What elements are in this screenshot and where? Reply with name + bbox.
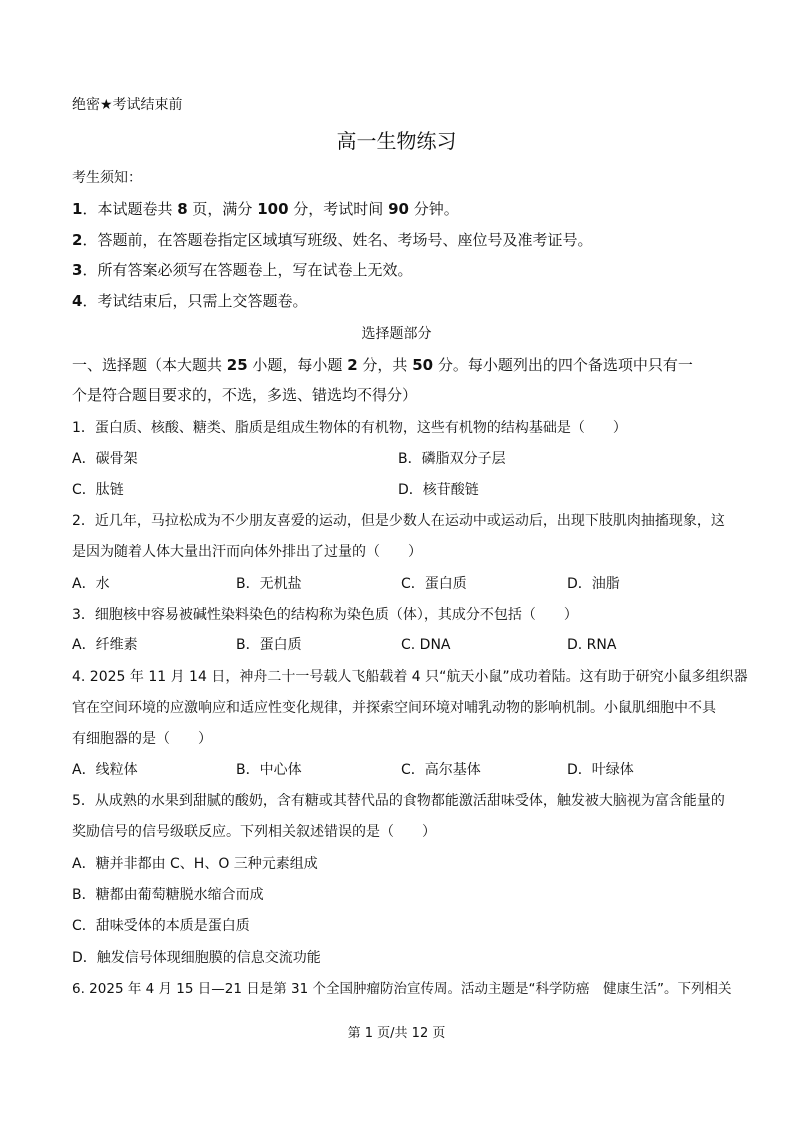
question-5-option-b: B．糖都由葡萄糖脱水缩合而成 [72, 887, 264, 903]
points-each: 2 [347, 356, 358, 374]
notice-item-1 [72, 199, 459, 219]
notice-item-number: 4 [72, 292, 83, 310]
question-6-stem-line-1: 6. 2025 年 4 月 15 日—21 日是第 31 个全国肿瘤防治宣传周。活动主题是“科学防癌 健康生活”。下列相关 [72, 981, 732, 997]
question-2-stem-line-1: 2．近几年，马拉松成为不少朋友喜爱的运动，但是少数人在运动中或运动后，出现下肢肌肉抽搐现象，这 [72, 513, 725, 529]
page-title: 高一生物练习 [336, 129, 457, 153]
notice-item-number: 1 [72, 200, 83, 218]
question-4-option-d: D．叶绿体 [567, 762, 634, 778]
question-count: 25 [226, 356, 248, 374]
page-count: 8 [177, 200, 188, 218]
notice-item-2 [72, 230, 592, 250]
question-2-option-b: B．无机盐 [236, 576, 302, 592]
question-4-stem-line-2: 官在空间环境的应激响应和适应性变化规律，并探索空间环境对哺乳动物的影响机制。小鼠肌细胞中不具 [72, 700, 716, 716]
section-intro-line-1 [72, 355, 693, 375]
notice-item-text: ．考试结束后，只需上交答题卷。 [82, 292, 308, 310]
notice-item-number: 3 [72, 261, 83, 279]
notice-item-text: 页，满分 [187, 200, 258, 218]
notice-heading: 考生须知： [72, 170, 142, 186]
question-2-option-a: A．水 [72, 576, 110, 592]
question-3-option-c: C. DNA [401, 637, 451, 653]
notice-item-number: 2 [72, 231, 83, 249]
question-4-option-a: A．线粒体 [72, 762, 138, 778]
section-intro-line-2: 个是符合题目要求的，不选，多选、错选均不得分） [72, 386, 418, 404]
section-title: 选择题部分 [361, 326, 432, 342]
question-4-option-c: C．高尔基体 [401, 762, 481, 778]
question-4-stem-line-1: 4. 2025 年 11 月 14 日，神舟二十一号载人飞船载着 4 只“航天小鼠”成功着陆。这有助于研究小鼠多组织器 [72, 669, 748, 685]
notice-item-text: ．答题前，在答题卷指定区域填写班级、姓名、考场号、座位号及准考证号。 [82, 231, 593, 249]
notice-item-4 [72, 291, 307, 311]
points-total: 50 [412, 356, 434, 374]
question-3-option-a: A．纤维素 [72, 637, 138, 653]
notice-item-text: ．所有答案必须写在答题卷上，写在试卷上无效。 [82, 261, 413, 279]
notice-item-text: 分钟。 [408, 200, 459, 218]
exam-minutes: 90 [388, 200, 409, 218]
confidential-mark: 绝密★考试结束前 [72, 97, 183, 113]
notice-item-text: ．本试题卷共 [82, 200, 178, 218]
question-5-stem-line-2: 奖励信号的信号级联反应。下列相关叙述错误的是（ ） [72, 824, 436, 840]
question-4-option-b: B．中心体 [236, 762, 302, 778]
question-3-stem: 3．细胞核中容易被碱性染料染色的结构称为染色质（体），其成分不包括（ ） [72, 607, 578, 623]
intro-text: 小题，每小题 [247, 356, 348, 374]
notice-item-text: 分，考试时间 [288, 200, 389, 218]
question-4-stem-line-3: 有细胞器的是（ ） [72, 731, 212, 747]
intro-text: 分，共 [357, 356, 413, 374]
question-2-option-c: C．蛋白质 [401, 576, 467, 592]
intro-text: 分。每小题列出的四个备选项中只有一 [433, 356, 693, 374]
question-1-stem: 1．蛋白质、核酸、糖类、脂质是组成生物体的有机物，这些有机物的结构基础是（ ） [72, 420, 627, 436]
question-3-option-d: D. RNA [567, 637, 617, 653]
question-1-option-d: D．核苷酸链 [398, 482, 479, 498]
intro-text: 一、选择题（本大题共 [72, 356, 227, 374]
page-footer: 第 1 页/共 12 页 [347, 1026, 446, 1041]
question-1-option-b: B．磷脂双分子层 [398, 451, 506, 467]
question-1-option-c: C．肽链 [72, 482, 124, 498]
question-2-stem-line-2: 是因为随着人体大量出汗而向体外排出了过量的（ ） [72, 544, 422, 560]
notice-item-3 [72, 260, 412, 280]
question-5-option-c: C．甜味受体的本质是蛋白质 [72, 918, 250, 934]
full-score: 100 [257, 200, 289, 218]
question-1-option-a: A．碳骨架 [72, 451, 138, 467]
question-5-stem-line-1: 5．从成熟的水果到甜腻的酸奶，含有糖或其替代品的食物都能激活甜味受体，触发被大脑视为富含能量的 [72, 793, 725, 809]
question-3-option-b: B．蛋白质 [236, 637, 302, 653]
question-2-option-d: D．油脂 [567, 576, 620, 592]
question-5-option-a: A．糖并非都由 C、H、O 三种元素组成 [72, 856, 318, 872]
question-5-option-d: D．触发信号体现细胞膜的信息交流功能 [72, 950, 321, 966]
